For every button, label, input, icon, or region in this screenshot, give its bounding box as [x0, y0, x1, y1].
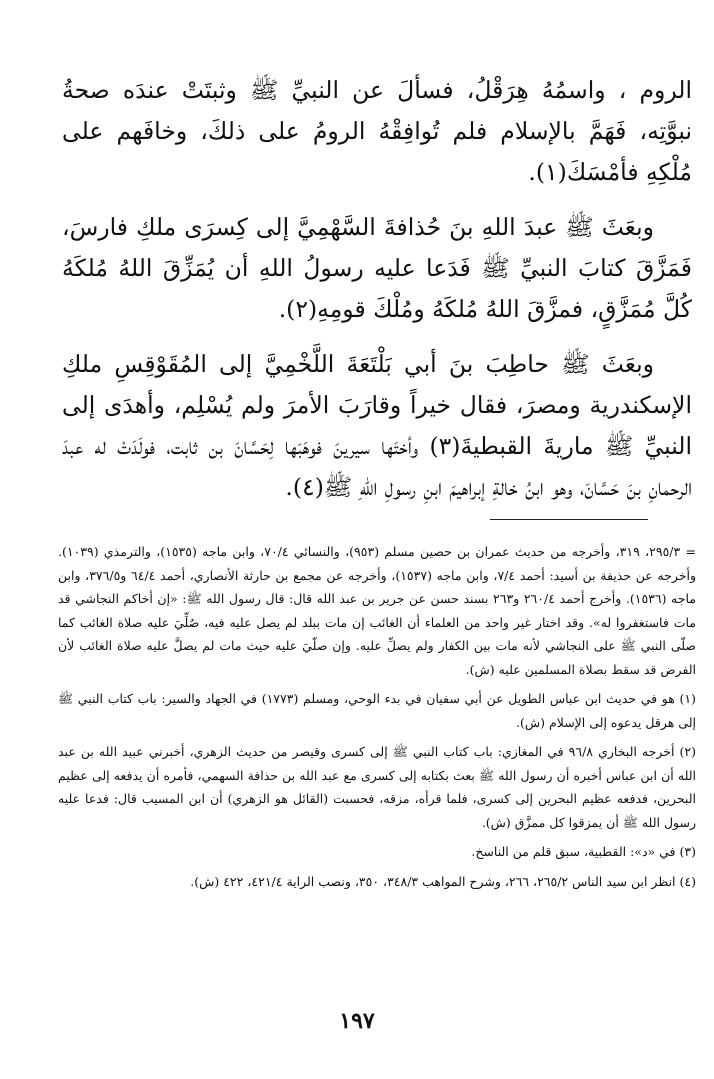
footnote-1: (١) هو في حديث ابن عباس الطويل عن أبي سفيان في بدء الوحي، ومسلم (١٧٧٣) في الجهاد والسير: باب كتاب النبي ﷺ إلى هرقل يدعوه إلى الإسلام (ش).	[58, 691, 696, 730]
main-paragraph: وبعَثَ ﷺ عبدَ اللهِ بنَ حُذافةَ السَّهْمِيَّ إلى كِسرَى ملكِ فارسَ، فَمَزَّقَ كتابَ النبيِّ ﷺ فَدَعا عليه رسولُ اللهِ أن يُمَزِّقَ اللهُ مُلكَهُ كُلَّ مُمَزَّقٍ، فمزَّقَ اللهُ مُلكَهُ ومُلْكَ قومِهِ(٢).	[62, 213, 692, 323]
main-paragraph: وبعَثَ ﷺ حاطِبَ بنَ أبي بَلْتَعَةَ اللَّخْمِيَّ إلى المُقَوْقِسِ ملكِ الإسكندرية ومصرَ، فقال خيراً وقارَبَ الأمرَ ولم يُسْلِم، وأهدَى إلى النبيِّ ﷺ ماريةَ القبطيةَ(٣) وأختَها سيرينَ فوهَبَها لِحَسَّانَ بن ثابت، فولَدَتْ له عبدَ الرحمانِ بنَ حَسَّانَ، وهو ابنُ خالةِ إبراهيمَ ابنِ رسولِ اللهِ ﷺ(٤).	[62, 350, 692, 501]
footnote-4: (٤) انظر ابن سيد الناس ٢٦٥/٢، ٢٦٦، وشرح المواهب ٣٤٨/٣، ٣٥٠، ونصب الراية ٤٢١/٤، ٤٢٢ (ش).	[190, 873, 696, 889]
footnote-3: (٣) في «د»: القطبية، سبق قلم من الناسخ.	[471, 844, 696, 859]
main-text	[62, 70, 692, 522]
footnote-continuation: = ٢٩٥/٣، ٣١٩، وأخرجه من حديث عمران بن حصين مسلم (٩٥٣)، والنسائي ٧٠/٤، وابن ماجه (١٥٣٥)، والترمذي (١٠٣٩). وأخرجه عن حذيفة بن أسيد: أحمد ٧/٤، وابن ماجه (١٥٣٧)، وأخرجه عن مجمع بن حارثة الأنصاري، أحمد ٦٤/٤ و٣٧٦/٥، وابن ماجه (١٥٣٦). وأخرج أحمد ٢٦٠/٤ و٢٦٣ بسند حسن عن جرير بن عبد الله قال: قال رسول الله ﷺ: «إن أخاكم النجاشي قد مات فاستغفروا له». وقد اختار غير واحد من العلماء أن الغائب إن مات ببلد لم يصل عليه فيه، صُلِّيَ عليه صلاة الغائب كما صلّى النبي ﷺ على النجاشي لأنه مات بين الكفار ولم يصلِّ عليه. وإن صلّيَ عليه حيث مات لم يصلَّ عليه صلاة الغائب لأن الفرض قد سقط بصلاة المسلمين عليه (ش).	[58, 544, 696, 677]
page-number: ١٩٧	[339, 1008, 375, 1034]
main-paragraph: الروم ، واسمُهُ هِرَقْلُ، فسألَ عن النبيِّ ﷺ وثبتَتْ عندَه صحةُ نبوَّتِه، فَهَمَّ بالإسلام فلم تُوافِقْهُ الرومُ على ذلكَ، وخافَهم على مُلْكِهِ فأمْسَكَ(١).	[62, 76, 692, 186]
footnotes	[58, 540, 696, 899]
footnote-divider	[490, 519, 648, 520]
footnote-2: (٢) أخرجه البخاري ٩٦/٨ في المغازي: باب كتاب النبي ﷺ إلى كسرى وقيصر من حديث الزهري، أخبرني عبيد الله بن عبد الله أن ابن عباس أخبره أن رسول الله ﷺ بعث بكتابه إلى كسرى مع عبد الله بن حذافة السهمي، فأمره أن يدفعه إلى عظيم البحرين، فدفعه عظيم البحرين إلى كسرى، فلما قرأه، مزقه، فحسبت (القائل هو الزهري) أن ابن المسيب قال: فدعا عليه رسول الله ﷺ أن يمزقوا كل ممزَّق (ش).	[58, 744, 697, 830]
